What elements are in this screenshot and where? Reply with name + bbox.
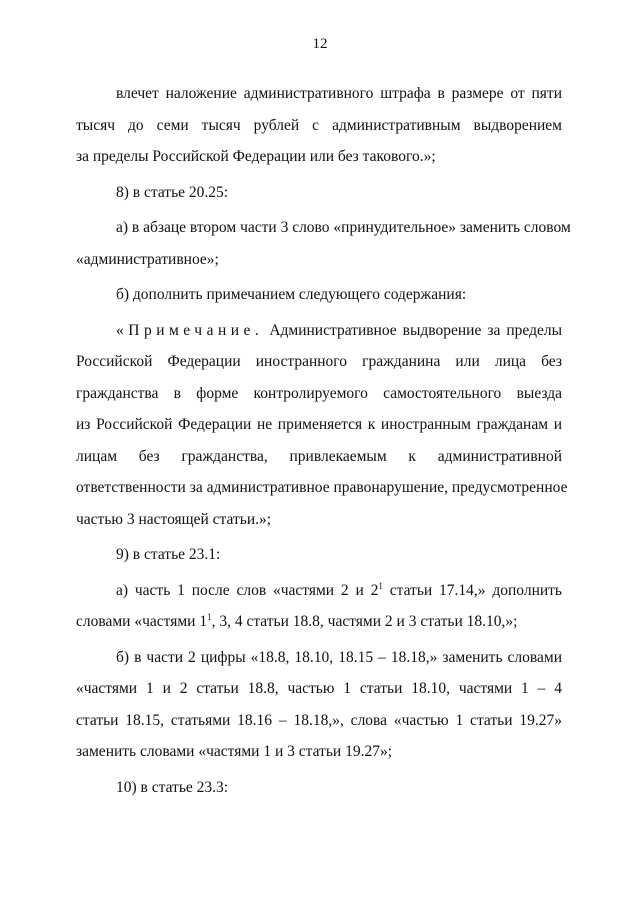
superscript: 1 bbox=[378, 580, 383, 591]
text-line-with-superscript bbox=[76, 575, 562, 607]
text-line: б) дополнить примечанием следующего содержания: bbox=[116, 286, 467, 303]
text-line: «частями 1 и 2 статьи 18.8, частью 1 статьи 18.10, частями 1 – 4 bbox=[76, 680, 562, 697]
text-line: б) в части 2 цифры «18.8, 18.10, 18.15 – 18.18,» заменить словами bbox=[116, 648, 562, 666]
text-line: гражданства в форме контролируемого самостоятельного выезда bbox=[76, 384, 562, 402]
text-line: из Российской Федерации не применяется к иностранным гражданам и bbox=[76, 416, 562, 433]
text-line: заменить словами «частями 1 и 3 статьи 19.27»; bbox=[76, 743, 393, 760]
text-line-with-superscript bbox=[76, 606, 562, 638]
text-line: а) в абзаце втором части 3 слово «принудительное» заменить словом bbox=[116, 219, 571, 236]
text-line: за пределы Российской Федерации или без такового.»; bbox=[76, 148, 436, 165]
text-line: лицам без гражданства, привлекаемым к административной bbox=[76, 447, 562, 465]
note-text: Административное выдворение за пределы bbox=[269, 321, 563, 339]
text-segment: словами «частями 1 bbox=[76, 613, 208, 630]
text-line: тысяч до семи тысяч рублей с административным выдворением bbox=[76, 116, 562, 134]
text-line: частью 3 настоящей статьи.»; bbox=[76, 510, 272, 528]
text-line: «административное»; bbox=[76, 250, 219, 268]
text-segment: статьи 17.14,» дополнить bbox=[382, 581, 562, 599]
text-segment: , 3, 4 статьи 18.8, частями 2 и 3 статьи 18.10,»; bbox=[211, 613, 518, 630]
page-number: 12 bbox=[312, 36, 328, 52]
text-line: 9) в статье 23.1: bbox=[116, 546, 221, 563]
note-label: «Примечание. bbox=[116, 321, 264, 339]
text-line: 10) в статье 23.3: bbox=[116, 778, 229, 796]
text-line: Российской Федерации иностранного гражданина или лица без bbox=[76, 353, 562, 370]
text-line: ответственности за административное правонарушение, предусмотренное bbox=[76, 479, 568, 496]
document-body bbox=[76, 78, 571, 803]
note-heading-line bbox=[76, 315, 562, 347]
text-line: влечет наложение административного штрафа в размере от пяти bbox=[116, 85, 562, 102]
text-line: статьи 18.15, статьями 18.16 – 18.18,», слова «частью 1 статьи 19.27» bbox=[76, 711, 562, 729]
superscript: 1 bbox=[207, 612, 212, 622]
text-segment: а) часть 1 после слов «частями 2 и 2 bbox=[116, 581, 379, 599]
text-line: 8) в статье 20.25: bbox=[116, 183, 229, 201]
